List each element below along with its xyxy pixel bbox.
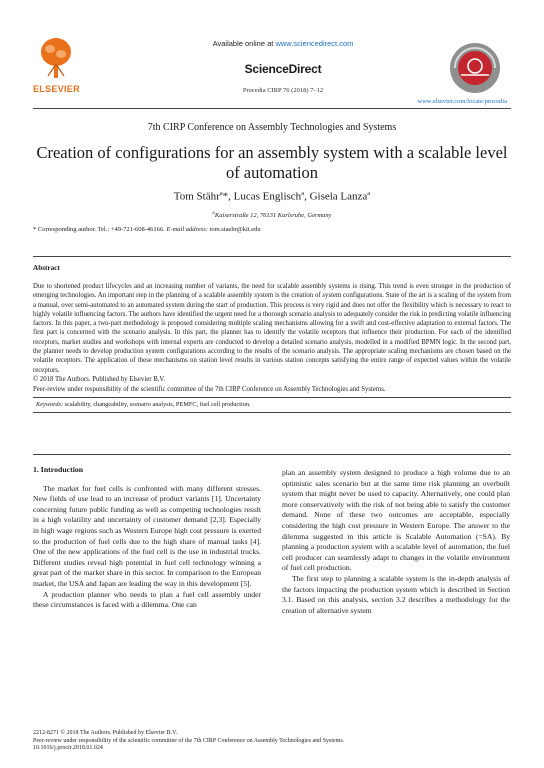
keywords-text: scalability, changeability, scenario analysis, PEMFC, fuel cell production.	[63, 401, 251, 408]
keywords	[33, 401, 511, 408]
author-2-affil-marker: a	[301, 190, 305, 197]
body-column-right	[282, 468, 510, 616]
paragraph: A production planner who needs to plan a fuel cell assembly under these circumstances is faced with a dilemma. One can	[33, 589, 261, 610]
copyright-notice	[33, 375, 511, 394]
body-column-left	[33, 465, 261, 611]
email-link[interactable]: tom.staehr@kit.edu	[207, 226, 261, 233]
email-label: E-mail address:	[166, 226, 208, 233]
author-1-corresponding-marker: *	[222, 190, 229, 203]
author-1: Tom Stähr	[173, 190, 220, 203]
author-list	[33, 190, 511, 203]
keywords-label: Keywords:	[36, 401, 64, 408]
abstract-heading: Abstract	[33, 264, 60, 272]
abstract-body: Due to shortened product lifecycles and an increasing number of variants, the need for scalable assembly systems is rising. This trend is even stronger in the production of emerging technologies. An important step in the planning of a scalable assembly system is the creation of system configurations. State of the art is a scaling of the system from a manual, over semi-automated to an automated system during the start of production. This process is very rigid and does not offer the flexibility which is necessary to react to highly volatile influencing factors. The authors have identified the urgent need for a thorough scenario analysis to adequately consider the risk in predicting volatile influencing factors. In this paper, a two-part methodology is proposed considering multiple scaling mechanisms allowing for a swift and cost-effective adaptation to external factors. The first part is concerned with the scenario analysis. In this part, the planner has to identify the volatile receptors that influence their production. For each of the identified receptors, market studies and workshops with internal experts are conducted to develop a detailed scenario analysis, modelled in a modified BPMN logic. In the second part, the planner needs to develop production system configurations according to the results of the scenario analysis. The appropriate scaling mechanisms are chosen based on the volatile receptors. The application of these mechanisms on station level results in various station concepts satisfying the entire range of expected values within the volatile receptors.	[33, 283, 511, 374]
elsevier-logo	[33, 36, 79, 94]
keywords-bottom-rule	[33, 412, 511, 413]
elsevier-wordmark: ELSEVIER	[33, 84, 80, 94]
sciencedirect-brand: ScienceDirect	[244, 62, 322, 76]
elsevier-tree-icon	[39, 36, 73, 80]
affiliation	[33, 211, 511, 219]
corresponding-prefix: * Corresponding author. Tel.: +49-721-608-46166.	[33, 226, 167, 233]
section-heading: 1. Introduction	[33, 465, 84, 474]
author-separator: ,	[228, 190, 234, 203]
journal-url-link[interactable]: www.elsevier.com/locate/procedia	[417, 98, 507, 105]
paragraph: The first step to planning a scalable system is the in-depth analysis of the factors impacting the production system which is described in Section 3.1. Based on this analysis, section 3.2 describes a methodology for the creation of alternative system	[282, 573, 510, 615]
peer-review-line: Peer-review under responsibility of the scientific committee of the 7th CIRP Conference on Assembly Technologies and Systems.	[33, 385, 386, 393]
journal-citation: Procedia CIRP 76 (2018) 7–12	[242, 87, 324, 94]
keywords-top-rule	[33, 397, 511, 398]
paper-title: Creation of configurations for an assembly system with a scalable level of automation	[36, 143, 508, 182]
body-top-rule	[33, 454, 511, 455]
affiliation-marker: a	[212, 211, 215, 216]
author-3: Gisela Lanza	[309, 190, 368, 203]
corresponding-author	[33, 226, 511, 233]
header-rule	[33, 108, 511, 109]
available-online: Available online at www.sciencedirect.com	[212, 39, 354, 48]
sciencedirect-link[interactable]: www.sciencedirect.com	[275, 39, 354, 48]
issn-line: 2212-8271 © 2018 The Authors. Published by Elsevier B.V.	[33, 730, 178, 736]
affiliation-text: Kaiserstraße 12, 76131 Karlsruhe, Germany	[214, 212, 332, 220]
cirp-logo-icon	[449, 42, 501, 94]
author-separator: ,	[304, 190, 310, 203]
author-2: Lucas Englisch	[233, 190, 302, 203]
footer-peer-review-line: Peer-review under responsibility of the scientific committee of the 7th CIRP Conference on Assembly Technologies and Systems.	[33, 737, 345, 744]
journal-header	[33, 36, 511, 104]
conference-name: 7th CIRP Conference on Assembly Technologies and Systems	[147, 122, 397, 133]
paragraph: plan an assembly system designed to produce a high volume due to an optimistic sales scenario but at the same time risk planning an overbuilt system that might never be used to capacity. Alternatively, one could plan more conservatively with the risk of not being able to satisfy the customer demand. None of these two outcomes are acceptable, especially considering the high cost pressure in Western Europe. The answer to the dilemma suggested in this article is Scalable Automation (=SA). By planning a production system with a scalable level of automation, the fuel cell producer can seamlessly adapt to changes in the volatile environment of fuel cell production.	[282, 468, 510, 573]
abstract-top-rule	[33, 256, 511, 257]
author-3-affil-marker: a	[367, 190, 371, 197]
doi-link[interactable]: 10.1016/j.procir.2018.01.024	[33, 745, 103, 752]
author-1-affil-marker: a	[219, 190, 223, 197]
paragraph: The market for fuel cells is confronted with many different stresses. New fields of use lead to an increase of product variants [1]. Uncertainty concerning future public funding as well as competing technologies result in a high volatility and uncertainty of customer demand [2,3]. Especially in high wage regions such as Western Europe high cost pressure is exerted to the production of fuel cells due to the high share of manual tasks [4]. One of the new applications of the fuel cell is the use in industrial trucks. Different studies reveal high potential in fuel cell technology winning a great part of the market share in this sector. In comparison to the European market, the USA and Japan are leading the way in this development [5].	[33, 483, 261, 588]
copyright-line: © 2018 The Authors. Published by Elsevier B.V.	[33, 376, 166, 383]
page-footer	[33, 730, 511, 753]
